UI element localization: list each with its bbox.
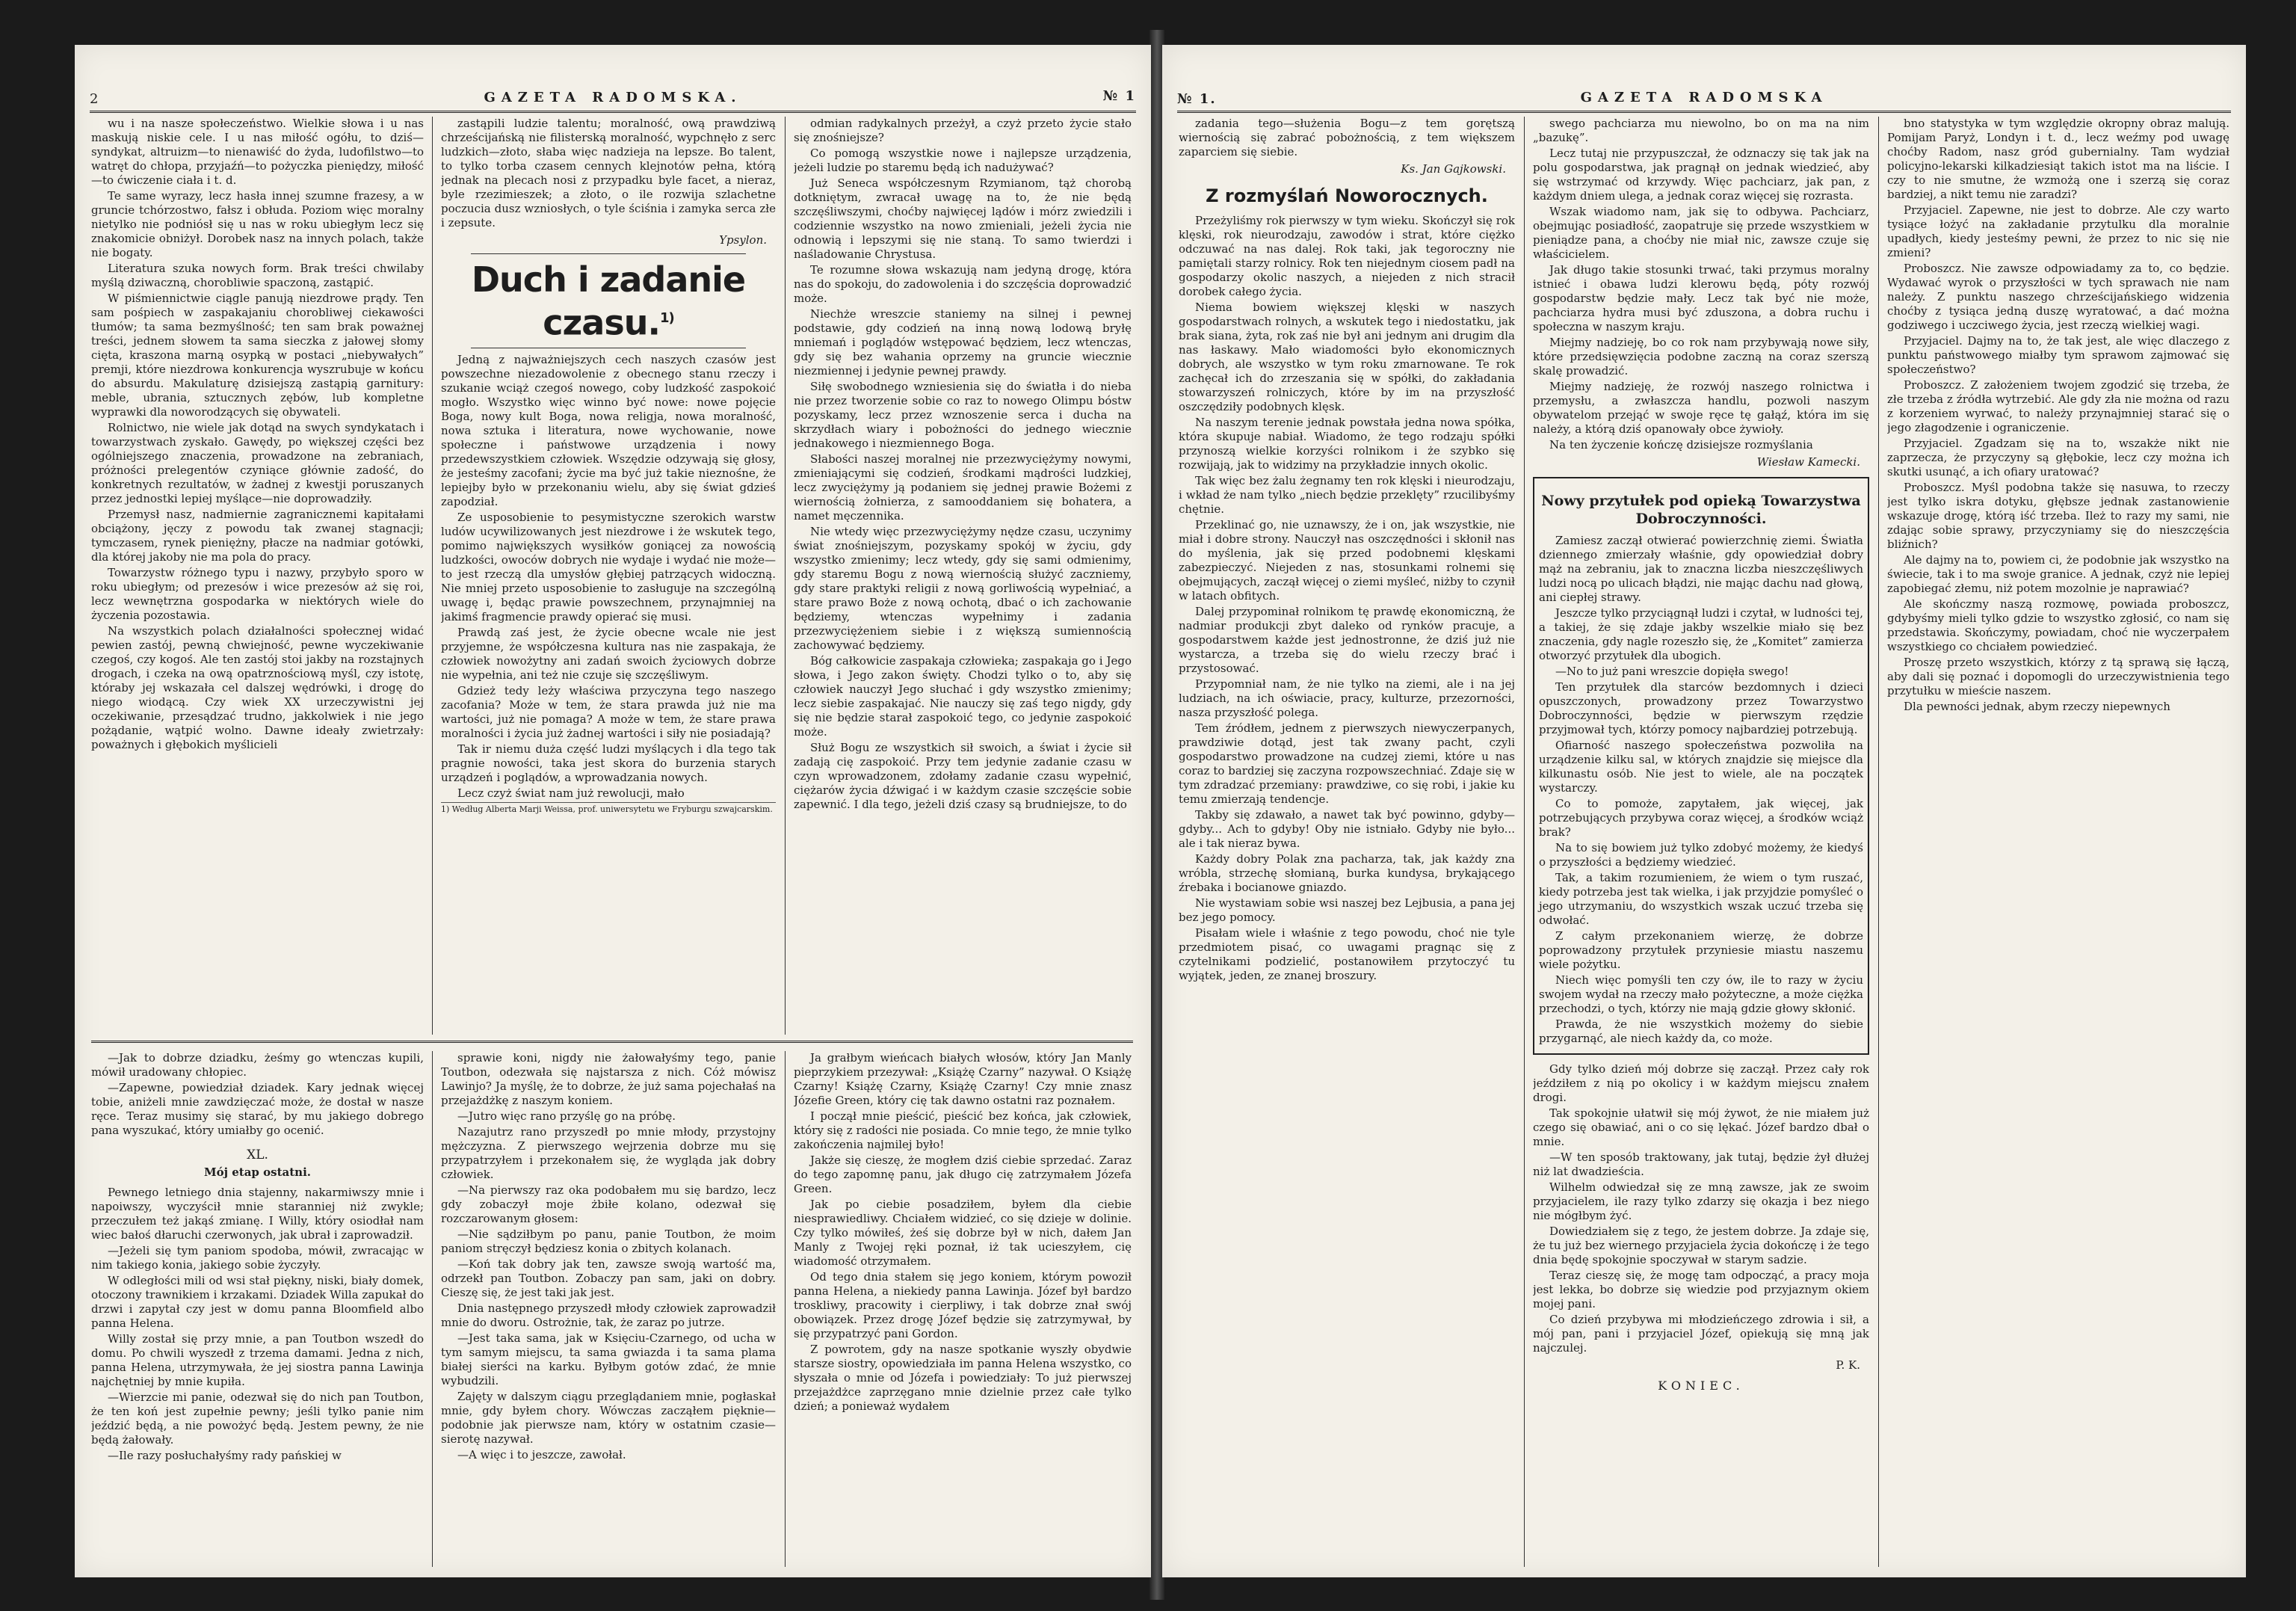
paragraph: Literatura szuka nowych form. Brak treści chwilaby myślą dziwaczną, chorobliwie spaczoną, zastąpić. xyxy=(91,262,424,289)
story-paragraph: Nazajutrz rano przyszedł po mnie młody, przystojny mężczyzna. Z pierwszego wejrzenia dobrze mu się przypatrzyłem i przekonałem się, że wygląda jak dobry człowiek. xyxy=(441,1125,776,1181)
paragraph: Przemysł nasz, nadmiernie zagranicznemi kapitałami obciążony, jęczy z powodu tak zwanej stagnacji; tymczasem, rynek pieniężny, płacze na nadmiar gotówki, dla której jakoby nie ma pola do pracy. xyxy=(91,508,424,564)
story-paragraph: —Jest taka sama, jak w Księciu-Czarnego, od ucha w tym samym miejscu, ta sama gwiazda i ta sama plama białej sierści na karku. Byłbym gotów zdać, że mnie wybudzili. xyxy=(441,1331,776,1387)
paragraph: Pisałam wiele i właśnie z tego powodu, choć nie tyle przedmiotem pisać, co uwagami pragnąc się z czytelnikami podzielić, postanowiłem przytoczyć tu wyjątek, jeden, ze znanej broszury. xyxy=(1179,926,1515,982)
paragraph: Co pomogą wszystkie nowe i najlepsze urządzenia, jeżeli ludzie po staremu będą ich nadużywać? xyxy=(794,147,1132,174)
issue-number: № 1 xyxy=(1102,88,1136,104)
paragraph: Miejmy nadzieję, że rozwój naszego rolnictwa i przemysłu, a zwłaszcza handlu, pozwoli naszym obywatelom przejąć w swoje ręce tę gałąź, która im się należy, a którą dziś opanowały obce żywioły. xyxy=(1533,380,1869,436)
story-paragraph: Dnia następnego przyszedł młody człowiek zaprowadził mnie do dworu. Ostrożnie, tak, że zaraz po jutrze. xyxy=(441,1302,776,1329)
paragraph: Proboszcz. Z założeniem twojem zgodzić się trzeba, że złe trzeba z źródła wytrzebić. Ale gdy zła nie można od razu z korzeniem wyrwać, to należy przynajmniej starać się o jego złagodzenie i ograniczenie. xyxy=(1887,378,2229,434)
paragraph: Jedną z najważniejszych cech naszych czasów jest powszechne niezadowolenie z obecnego stanu rzeczy i szukanie wciąż czegoś nowego, coby ludzkość zaspokoić mogło. Wszystko więc winno być nowe: nowe pojęcie Boga, nowy kult Boga, nowa religja, nowa moralność, nowa sztuka i literatura, nowe wychowanie, nowe społeczne i państwowe urządzenia i nowy przedewszystkiem człowiek. Wszędzie odzywają się głosy, że jesteśmy zacofani; życie ma być już takie nieznośne, że lepiejby było w przekonaniu wielu, aby się świat gdzieś zapodział. xyxy=(441,353,776,509)
paragraph: Z całym przekonaniem wierzę, że dobrze poprowadzony przytułek przyniesie miastu naszemu wiele pożytku. xyxy=(1539,929,1863,971)
paragraph: Prawdą zaś jest, że życie obecne wcale nie jest przyjemne, że współczesna kultura nas nie zaspakaja, że człowiek nowożytny ani zadań swoich życiowych dobrze nie wypełnia, ani też nie czuje się szczęśliwym. xyxy=(441,626,776,683)
story-paragraph: —Jak to dobrze dziadku, żeśmy go wtenczas kupili, mówił uradowany chłopiec. xyxy=(91,1051,424,1079)
left-column-2 xyxy=(441,117,776,1033)
column-divider xyxy=(785,117,786,1035)
article-title: Z rozmyślań Noworocznych. xyxy=(1206,185,1488,206)
essay-ending xyxy=(441,117,776,230)
story-paragraph: Zajęty w dalszym ciągu przeglądaniem mnie, pogłaskał mnie, gdy byłem chory. Wówczas zacząłem pięknie—podobnie jak pierwsze nam, który w ostatnim czasie—sierotę nazywał. xyxy=(441,1390,776,1446)
story-paragraph: Co dzień przybywa mi młodzieńczego zdrowia i sił, a mój pan, pani i przyjaciel Józef, opiekują się mną jak najczulej. xyxy=(1533,1313,1869,1355)
left-column-1 xyxy=(91,117,424,1029)
right-column-3 xyxy=(1887,117,2229,1567)
paragraph: Nie wtedy więc przezwyciężymy nędze czasu, uczynimy świat znośniejszym, pozyskamy spokój w życiu, gdy wszystko zmienimy; lecz wtedy, gdy się sami odmienimy, gdy staremu Bogu z nową wiernością służyć zaczniemy, gdy stare praktyki religii z nową gorliwością wypełniać, a stare prawo Boże z nową ochotą, dbać o ich zachowanie będziemy, wtenczas wypełnimy i zadania przezwyciężeniem siebie i z większą sumiennością zachowywać będziemy. xyxy=(794,525,1132,652)
paragraph: Lecz tutaj nie przypuszczał, że odznaczy się tak jak na polu gospodarstwa, jak pragnął on jednak wiedzieć, aby się wstrzymać od krzywdy. Więc pachciarz, jak pan, z każdym dniem ulega, a jednak coraz więcej się rozrasta. xyxy=(1533,147,1869,203)
paragraph: Przyjaciel. Zapewne, nie jest to dobrze. Ale czy warto tysiące łożyć na zakładanie przytulku dla moralnie upadłych, kiedy jesteśmy pewni, że przez to nic się nie zmieni? xyxy=(1887,203,2229,259)
right-column-1 xyxy=(1179,117,1515,1567)
story-paragraph: Ja grałbym wieńcach białych włosów, który Jan Manly pieprzykiem przezywał: „Książę Czarny” nazywał. O Książę Czarny! Książę Czarny, Książę Czarny! Czy mnie znasz Józefie Green, który cię tak dawno ostatni raz poznałem. xyxy=(794,1051,1132,1107)
paragraph: Gdzież tedy leży właściwa przyczyna tego naszego zacofania? Może w tem, że stara prawda już nie ma wartości, już nie pomaga? A może w tem, że stare prawa moralności i życia już żadnej wartości i siły nie posiadają? xyxy=(441,684,776,741)
story-ending xyxy=(1533,1062,1869,1355)
right-masthead xyxy=(1177,84,2231,113)
story-paragraph: Wilhelm odwiedzał się ze mną zawsze, jak ze swoim przyjacielem, ile razy tylko zdarzy się okazja i bez niego nie mógłbym żyć. xyxy=(1533,1180,1869,1222)
paragraph: Siłę swobodnego wzniesienia się do światła i do nieba nie przez tworzenie sobie co raz to nowego Olimpu bóstw pozyskamy, lecz przez wznoszenie serca i ducha na skrzydłach wiary i pobożności do jednego wiecznie jednakowego i niezmiennego Boga. xyxy=(794,380,1132,450)
story-column-1 xyxy=(91,1051,424,1567)
column-divider xyxy=(1878,117,1879,1567)
paragraph: Zamiesz zaczął otwierać powierzchnię ziemi. Światła dziennego zmierzały właśnie, gdy opowiedział dobry mąż na zebraniu, jak to znaczna liczba nieszczęśliwych ludzi nocą po ulicach błądzi, nie mając dachu nad głową, ani ciepłej strawy. xyxy=(1539,534,1863,604)
left-masthead xyxy=(90,84,1136,113)
story-paragraph: Teraz cieszę się, że mogę tam odpocząć, a pracy moja jest lekka, bo dobrze się wiedzie pod przyjaznym okiem mojej pani. xyxy=(1533,1269,1869,1310)
paragraph: Rolnictwo, nie wiele jak dotąd na swych syndykatach i towarzystwach zyskało. Gawędy, po większej części bez ogólniejszego znaczenia, prowadzone na zebraniach, próżności prelegentów czyniące głównie zadość, do konkretnych rezultatów, w żadnej z kwestji poruszanych przez jednostki lepiej myślące—nie doprowadziły. xyxy=(91,421,424,505)
paragraph: zastąpili ludzie talentu; moralność, ową prawdziwą chrześcijańską nie filisterską moralność, wypchnęło z serc ludzkich—złoto, słaba więc nadzieja na lepsze. Bo talent, to tylko torba czasem cennych klejnotów pełna, którą jednak na plecach nosi z przypadku byle facet, a nieraz, byle rzezimieszek; a złoto, o ile rozwija szlachetne poczucia dusz wzniosłych, o tyle ściśnia i zamyka serca złe i zepsute. xyxy=(441,117,776,230)
story-paragraph: Pewnego letniego dnia stajenny, nakarmiwszy mnie i napoiwszy, wyczyścił mnie staranniej niż zwykle; przeczułem też jakąś zmianę. I Willy, który osiodłał nam wiec bałoś dłaruchi czerwonych, jak ubrał i zaprowadził. xyxy=(91,1186,424,1242)
paragraph: Jeszcze tylko przyciągnął ludzi i czytał, w ludności tej, a takiej, że się zdaje jakby wszelkie miało się bez znaczenia, gdy nagle rozeszło się, że „Komitet” zamierza otworzyć przytułek dla ubogich. xyxy=(1539,606,1863,662)
story-paragraph: Dowiedziałem się z tego, że jestem dobrze. Ja zdaje się, że tu już bez wiernego przyjaciela życia dokończę i że tego dnia będę spokojnie spoczywał w starym sadzie. xyxy=(1533,1225,1869,1266)
story-paragraph: Jak po ciebie posadziłem, byłem dla ciebie niesprawiedliwy. Chciałem widzieć, co się dzieje w dolinie. Czy tylko mówiłeś, żeś się dobrze był w nich, dałem Jan Manly z Twojej ręki poznał, iż tak ucieszyłem, cię wiadomość otrzymałem. xyxy=(794,1198,1132,1268)
page-number: 2 xyxy=(90,91,100,107)
paragraph: Ten przytułek dla starców bezdomnych i dzieci opuszczonych, prowadzony przez Towarzystwo Dobroczynności, będzie w pierwszym rzędzie przyjmował tych, którzy pomocy najbardziej potrzebują. xyxy=(1539,680,1863,736)
paragraph: W piśmiennictwie ciągle panują niezdrowe prądy. Ten sam pośpiech w zaspakajaniu chorobliwej ciekawości tłumów; ta sama bezmyślność; ten sam brak poważnej treści, jednem słowem ta sama sieczka z jałowej słomy cięta, kraszona marną osypką w postaci „niebywałych” premji, które niezdrowa konkurencja wyszrubuje w końcu do absurdu. Makulaturę dzisiejszą zastąpią garnitury: meble, ubrania, sztucznych zębów, lub kompletne wyprawki dla noworodzących się obywateli. xyxy=(91,292,424,419)
story-column-3 xyxy=(794,1051,1132,1567)
footnote: 1) Według Alberta Marji Weissa, prof. uniwersytetu we Fryburgu szwajcarskim. xyxy=(441,802,776,815)
paragraph: Bóg całkowicie zaspakaja człowieka; zaspakaja go i Jego słowa, i Jego zakon święty. Chodzi tylko o to, aby się człowiek nauczył Jego słuchać i gdy wszystko zmienimy; lecz siebie zaspakajać. Nie nauczy się zaś tego nigdy, gdy się nie będzie starał zaspokoić tego, co jedynie zaspokoić może. xyxy=(794,654,1132,739)
paragraph: Niech więc pomyśli ten czy ów, ile to razy w życiu swojem wydał na rzeczy mało pożyteczne, a może ciężka przechodzi, o tych, którzy nie mają gdzie głowy skłonić. xyxy=(1539,973,1863,1015)
article-continuation xyxy=(1533,117,1869,452)
column-divider xyxy=(432,1051,433,1567)
paragraph: Ofiarność naszego społeczeństwa pozwoliła na urządzenie kilku sal, w których znajdzie się miejsce dla kilkunastu osób. Nie jest to wiele, ale na początek wystarczy. xyxy=(1539,739,1863,795)
paragraph: zadania tego—służenia Bogu—z tem gorętszą wiernością się zabrać pobożnością, z tem większem zaparciem się siebie. xyxy=(1179,117,1515,158)
story-paragraph: —Na pierwszy raz oka podobałem mu się bardzo, lecz gdy zobaczył moje żbiłe kolano, odezwał się rozczarowanym głosem: xyxy=(441,1183,776,1225)
paragraph: Już Seneca współczesnym Rzymianom, tąż chorobą dotkniętym, zwracał uwagę na to, że nie będą szczęśliwszymi, choćby najwięcej lądów i mórz zwiedzili i codziennie wszystko na nowo zmieniali, jeżeli życia nie odnowią i lepszymi się nie staną. To samo twierdzi i naśladowanie Chrystusa. xyxy=(794,176,1132,261)
paragraph: Jak długo takie stosunki trwać, taki przymus moralny istnieć i obawa ludzi klerowu będą, póty rozwój gospodarstw będzie mały. Lecz tak być nie może, pachciarza hydra musi być zduszona, a dobra ruchu i społeczna w naszym kraju. xyxy=(1533,263,1869,333)
masthead-title: GAZETA RADOMSKA. xyxy=(484,90,742,105)
story-paragraph: —Wierzcie mi panie, odezwał się do nich pan Toutbon, że ten koń jest zupełnie pewny; jeśli tylko panie nim jeździć będą, a nie powożyć będą. Jestem pewny, że nie będą żałowały. xyxy=(91,1390,424,1447)
paragraph: Proboszcz. Myśl podobna także się nasuwa, to rzeczy jest tylko iskra dotyku, głębsze jednak zastanowienie wskazuje drogę, którą iść trzeba. Ileż to razy my sami, nie zdając sobie sprawy, przyczyniamy się do nieszczęścia bliźnich? xyxy=(1887,481,2229,551)
paragraph: Tak więc bez żalu żegnamy ten rok klęski i nieurodzaju, i wkład że nam tylko „niech będzie przeklęty” rzucilibyśmy chętnie. xyxy=(1179,474,1515,516)
story-paragraph: Willy został się przy mnie, a pan Toutbon wszedł do domu. Po chwili wyszedł z trzema damami. Jedna z nich, panna Helena, utrzymywała, że jej siostra panna Lawinja najchętniej by mnie kupiła. xyxy=(91,1332,424,1388)
masthead-title: GAZETA RADOMSKA xyxy=(1580,90,1828,105)
announcement-title: Nowy przytułek pod opieką Towarzystwa Dobroczynności. xyxy=(1541,493,1861,527)
column-divider xyxy=(432,117,433,1035)
right-page xyxy=(1162,45,2246,1577)
column-divider xyxy=(785,1051,786,1567)
article-ending xyxy=(1179,117,1515,159)
story-paragraph: Od tego dnia stałem się jego koniem, którym powoził panna Helena, a niekiedy panna Lawinja. Józef był bardzo troskliwy, pracowity i cierpliwy, i tak dobrze znał swój obowiązek. Przez drogę Józef będzie się zatrzymywał, by się przypatrzyć pani Gordon. xyxy=(794,1270,1132,1340)
story-paragraph: I począł mnie pieścić, pieścić bez końca, jak człowiek, który się z radości nie posiada. Co mnie tego, że mnie tylko zakończenia najmilej było! xyxy=(794,1109,1132,1151)
article-body xyxy=(441,353,776,801)
paragraph: Miejmy nadzieję, bo co rok nam przybywają nowe siły, które przedsięwzięcia podobne zaczną na coraz szerszą skalę prowadzić. xyxy=(1533,336,1869,378)
left-column-3 xyxy=(794,117,1132,1033)
left-page xyxy=(75,45,1151,1577)
divider xyxy=(471,253,746,254)
article-body xyxy=(1179,214,1515,983)
story-column-2 xyxy=(441,1051,776,1567)
paragraph: Niema bowiem większej klęski w naszych gospodarstwach rolnych, a wskutek tego i niedostatku, jak brak siana, żyta, rok zaś nie był ani jednym ani drugim dla nas łaskawy. Mało wiadomości było ekonomicznych dobrych, ale wszystko w tym roku zmarnowane. Te rok zachęcał ich do zrzeszania się w spółki, do zakładania stowarzyszeń rolniczych, które by im na przyszłość oszczędziły podobnych klęsk. xyxy=(1179,301,1515,413)
paragraph: Ale dajmy na to, powiem ci, że podobnie jak wszystko na świecie, tak i to ma swoje granice. A jednak, czyż nie lepiej zapobiegać złemu, niż potem mozolnie je naprawiać? xyxy=(1887,553,2229,595)
paragraph: Na naszym terenie jednak powstała jedna nowa spółka, która skupuje nabiał. Wiadomo, że tego rodzaju spółki przynoszą wielkie korzyści rolnikom i że szybko się rozwijają, jak to widzimy na przykładzie innych okolic. xyxy=(1179,416,1515,472)
paragraph: Przeżyliśmy rok pierwszy w tym wieku. Skończył się rok klęski, rok nieurodzaju, zawodów i strat, które ciężko odczuwać na nas dalej. Rok taki, jak tegoroczny nie pamiętali starzy rolnicy. Rok ten niejednym ciosem padł na gospodarzy okolic naszych, a niejeden z nich stracił dorobek całego życia. xyxy=(1179,214,1515,298)
paragraph: Co to pomoże, zapytałem, jak więcej, jak potrzebujących przybywa coraz więcej, a środków wciąż brak? xyxy=(1539,797,1863,839)
paragraph: Przyjaciel. Dajmy na to, że tak jest, ale więc dlaczego z punktu państwowego miałby tym sprawom zajmować się społeczeństwo? xyxy=(1887,334,2229,376)
essay-signature: Ypsylon. xyxy=(719,233,767,247)
paragraph: Na wszystkich polach działalności społecznej widać pewien zastój, pewną chwiejność, pewne wyczekiwanie czegoś, czy kogoś. Ale ten zastój stoi jakby na rozstajnych drogach, i czeka na ową opatrznościową myśl, czy istotę, któraby jej wskazała cel dalszej wędrówki, i drogę do niego wiodącą. Czy wiek XX urzeczywistni jej oczekiwanie, przesądzać trudno, jakkolwiek i nie jego pożądanie, wątpić wolno. Dawne ideały zwietrzały: poważnych i głębokich myślicieli xyxy=(91,624,424,751)
story-paragraph: W odległości mili od wsi stał piękny, niski, biały domek, otoczony trawnikiem i krzakami. Dziadek Willa zapukał do drzwi i zapytał czy jest w domu panna Bloomfield albo panna Helena. xyxy=(91,1274,424,1330)
paragraph: Nie wystawiam sobie wsi naszej bez Lejbusia, a pana jej bez jego pomocy. xyxy=(1179,896,1515,924)
announcement-body xyxy=(1539,534,1863,1046)
story-paragraph: Gdy tylko dzień mój dobrze się zaczął. Przez cały rok jeździłem z nią po okolicy i w każdym miejscu znałem drogi. xyxy=(1533,1062,1869,1104)
paragraph: Każdy dobry Polak zna pacharza, tak, jak każdy zna wróbla, strzechę słomianą, burka kundysa, brykającego źrebaka i bocianowe gniazdo. xyxy=(1179,852,1515,894)
article-signature: Wiesław Kamecki. xyxy=(1756,455,1860,469)
story-paragraph: Tak spokojnie ułatwił się mój żywot, że nie miałem już czego się obawiać, ani o co się lękać. Józef bardzo dbał o mnie. xyxy=(1533,1106,1869,1148)
story-paragraph: —A więc i to jeszcze, zawołał. xyxy=(457,1448,626,1461)
paragraph: Słabości naszej moralnej nie przezwyciężymy nowymi, zmieniającymi się codzień, środkami mądrości ludzkiej, lecz zwyciężymy ją podaniem się jednej prawie Bożemi z wiernością żołnierza, z samooddaniem się bohatera, a namet męczennika. xyxy=(794,452,1132,523)
issue-number: № 1. xyxy=(1177,91,1217,107)
paragraph: Ale skończmy naszą rozmowę, powiada proboszcz, gdybyśmy mieli tylko gdzie to wszystko zgłosić, co nam się przedstawia. Skończymy, powiadam, choć nie wyczerpałem wszystkiego co chciałem powiedzieć. xyxy=(1887,597,2229,653)
chapter-title: Mój etap ostatni. xyxy=(203,1165,311,1179)
paragraph: odmian radykalnych przeżył, a czyż przeto życie stało się znośniejsze? xyxy=(794,117,1132,144)
story-paragraph: —Nie sądziłbym po panu, panie Toutbon, że moim paniom stręczył będziesz konia o zbitych kolanach. xyxy=(441,1227,776,1255)
paragraph: Wszak wiadomo nam, jak się to odbywa. Pachciarz, obejmując posiadłość, zaopatruje się przede wszystkiem w pieniądze pana, a choćby nie miał nic, zawsze czuje się właścicielem. xyxy=(1533,205,1869,261)
story-paragraph: —W ten sposób traktowany, jak tutaj, będzie żył dłużej niż lat dwadzieścia. xyxy=(1533,1151,1869,1178)
article-signature: Ks. Jan Gajkowski. xyxy=(1401,162,1506,176)
paragraph: Przeklinać go, nie uznawszy, że i on, jak wszystkie, nie miał i dobre strony. Nauczył nas oszczędności i skłonił nas do myślenia, jak się przed podobnemi klęskami zabezpieczyć. Niejeden z nas, stosunkami rolnemi się obejmujących, zaczął więcej o ziemi myśleć, niżby to czynił w latach obfitych. xyxy=(1179,518,1515,603)
paragraph: Tem źródłem, jednem z pierwszych niewyczerpanych, prawdziwie dotąd, jest tak zwany pacht, czyli gospodarstwo prowadzone na cudzej ziemi, które u nas coraz to bardziej się zaczyna rozpowszechniać. Zdaje się w tym zdradzać przemiany: prawdziwe, co się robi, i jakie ku temu zmierzają tendencje. xyxy=(1179,721,1515,806)
paragraph: Tak, a takim rozumieniem, że wiem o tym ruszać, kiedy potrzeba jest tak wielka, i jak przyjdzie pomyśleć o jego utrzymaniu, do wszystkich wszak uczuć trzeba się odwołać. xyxy=(1539,871,1863,927)
right-column-2 xyxy=(1533,117,1869,1567)
paragraph: —No to już pani wreszcie dopięła swego! xyxy=(1555,665,1789,678)
paragraph: swego pachciarza mu niewolno, bo on ma na nim „bazukę”. xyxy=(1533,117,1869,144)
paragraph: Te rozumne słowa wskazują nam jedyną drogę, która nas do spokoju, do zadowolenia i do szczęścia doprowadzić może. xyxy=(794,263,1132,305)
paragraph: Przypomniał nam, że nie tylko na ziemi, ale i na jej ludziach, na ich oświacie, pracy, kulturze, przezorności, nasza przyszłość polega. xyxy=(1179,677,1515,719)
paragraph: Na ten życzenie kończę dzisiejsze rozmyślania xyxy=(1549,438,1813,452)
footnote-marker: 1) xyxy=(659,310,674,326)
paragraph: Służ Bogu ze wszystkich sił swoich, a świat i życie sił zadają cię zaspokoić. Przy tem jedynie zadanie czasu w czyn wprowadzonem, zdołamy zadanie czasu wypełnić, ciężarów życia dźwigać i w każdym czasie szczęście sobie zapewnić. I dla tego, jeżeli dziś czasy są brudniejsze, to do xyxy=(794,741,1132,811)
feuilleton-divider xyxy=(91,1041,1133,1043)
story-paragraph: —Ile razy posłuchałyśmy rady pańskiej w xyxy=(108,1449,342,1462)
paragraph: Lecz czyż świat nam już rewolucji, mało xyxy=(457,786,685,801)
paragraph: Takby się zdawało, a nawet tak być powinno, gdyby—gdyby... Ach to gdyby! Oby nie istniało. Gdyby nie było... ale i tak nieraz bywa. xyxy=(1179,808,1515,850)
story-paragraph: Z powrotem, gdy na nasze spotkanie wyszły obydwie starsze siostry, opowiedziała im panna Helena wszystko, co słyszała o mnie od Józefa i powiedziały: To już pierwszej przejażdżce zaprzęgano mnie dzielnie przez całe tylko dzień; a ponieważ wydałem xyxy=(794,1343,1132,1413)
paragraph: Dalej przypominał rolnikom tę prawdę ekonomiczną, że nadmiar produkcji zbyt daleko od rynków pracuje, a gospodarstwem każde jest jednostronne, że dziś już nie wystarcza, a trzeba się do wielu rzeczy brać i przystosować. xyxy=(1179,605,1515,675)
story-paragraph: —Koń tak dobry jak ten, zawsze swoją wartość ma, odrzekł pan Toutbon. Zobaczy pan sam, jaki on dobry. Cieszę się, że jest taki jak jest. xyxy=(441,1257,776,1299)
paragraph: Prawda, że nie wszystkich możemy do siebie przygarnąć, ale niech każdy da, co może. xyxy=(1539,1017,1863,1045)
announcement-box xyxy=(1533,477,1869,1055)
paragraph: Proboszcz. Nie zawsze odpowiadamy za to, co będzie. Wydawać wyrok o przyszłości w tych sprawach nie nam należy. Z punktu naszego chrześcijańskiego widzenia choćby z tysiąca jedną duszę wyratować, a dać można godziwego i uczciwego życia, jest rzeczą wielkiej wagi. xyxy=(1887,262,2229,332)
story-paragraph: —Jeżeli się tym paniom spodoba, mówił, zwracając w nim takiego konia, jakiego sobie życzyły. xyxy=(91,1244,424,1272)
paragraph: Towarzystw różnego typu i nazwy, przybyło sporo w roku ubiegłym; od prezesów i wice prezesów aż się roi, lecz wewnętrzna gospodarka w niektórych wiele do życzenia pozostawia. xyxy=(91,566,424,622)
paragraph: Tak ir niemu duża część ludzi myślących i dla tego tak pragnie nowości, taka jest skora do burzenia starych urządzeń i poglądów, a wprowadzania nowych. xyxy=(441,742,776,785)
story-paragraph: sprawie koni, nigdy nie żałowałyśmy tego, panie Toutbon, odezwała się najstarsza z nich. Cóż mówisz Lawinjo? Ja myślę, że to dobrze, że już sama pojechałaś na przejażdżkę z naszym koniem. xyxy=(441,1051,776,1107)
paragraph: Dla pewności jednak, abym rzeczy niepewnych xyxy=(1904,700,2170,713)
story-paragraph: —Zapewne, powiedział dziadek. Kary jednak więcej tobie, aniżeli mnie zawdzięczać może, że dostał w nasze ręce. Teraz musimy się starać, by mu jakiego dobrego pana wyszukać, który umiałby go ocenić. xyxy=(91,1081,424,1137)
story-paragraph: —Jutro więc rano przyślę go na próbę. xyxy=(457,1109,676,1123)
paragraph: Te same wyrazy, lecz hasła innej szumne frazesy, a w gruncie tchórzostwo, fałsz i obłuda. Poziom więc moralny nietylko nie podniósł się u nas w roku ubiegłym lecz się znakomicie obniżył. Dorobek nasz na innych polach, także nie bogaty. xyxy=(91,189,424,259)
article-title: Duch i zadanie czasu.$^{1)}$ xyxy=(471,259,746,343)
story-paragraph: Jakże się cieszę, że mogłem dziś ciebie sprzedać. Zaraz do tego zapomnę panu, jak długo cię zatrzymałem Józefa Green. xyxy=(794,1153,1132,1195)
paragraph: Proszę przeto wszystkich, którzy z tą sprawą się łączą, aby dali się poznać i dopomogli do urzeczywistnienia tego przytułku w mieście naszem. xyxy=(1887,656,2229,697)
paragraph: Niechże wreszcie staniemy na silnej i pewnej podstawie, gdy codzień na inną nową lodową bryłę mniemań i poglądów wstępować będziem, lecz wtenczas, gdy się bez wahania oprzemy na gruncie wiecznie niezmiennej i jedynie pewnej prawdy. xyxy=(794,307,1132,378)
paragraph: Przyjaciel. Zgadzam się na to, wszakże nikt nie zaprzecza, że przyczyny są głębokie, lecz czy można ich skutki usunąć, a ich ofiary uratować? xyxy=(1887,437,2229,478)
paragraph: bno statystyka w tym względzie okropny obraz malują. Pomijam Paryż, Londyn i t. d., lecz weźmy pod uwagę choćby Radom, nasz gród gubernialny. Tam wydział policyjno-lekarski kilkadziesiąt takich istot ma na liście. I czy to nie smutne, że wzmożą one i szerzą się coraz bardziej, a nikt temu nie zaradzi? xyxy=(1887,117,2229,201)
paragraph: Na to się bowiem już tylko zdobyć możemy, że kiedyś o przyszłości a będziemy wiedzieć. xyxy=(1539,841,1863,869)
story-end-mark: KONIEC. xyxy=(1658,1379,1744,1393)
chapter-number: XL. xyxy=(247,1148,268,1162)
paragraph: wu i na nasze społeczeństwo. Wielkie słowa i u nas maskują niskie cele. I u nas miłość ogółu, to dziś—syndykat, altruizm—to nienawiść do żyda, ludofilstwo—to watręt do chłopa, przyjaźń—to pożyczka pieniędzy, miłość—to ćwiczenie ciała i t. d. xyxy=(91,117,424,187)
story-signature: P. K. xyxy=(1836,1358,1860,1372)
column-divider xyxy=(1524,117,1525,1567)
paragraph: Ze usposobienie to pesymistyczne szerokich warstw ludów ucywilizowanych jest niezdrowe i że wskutek tego, pomimo największych wysiłków goniącej za nowością ludzkości, owoców dobrych nie wydaje i wydać nie może—to jest rzeczą dla umysłów głębiej patrzących widoczną. Nie mniej przeto usposobienie to zasługuje na szczególną uwagę i, będąc prawie powszechnem, przynajmniej na jakimś fragmencie prawdy opierać się musi. xyxy=(441,511,776,624)
